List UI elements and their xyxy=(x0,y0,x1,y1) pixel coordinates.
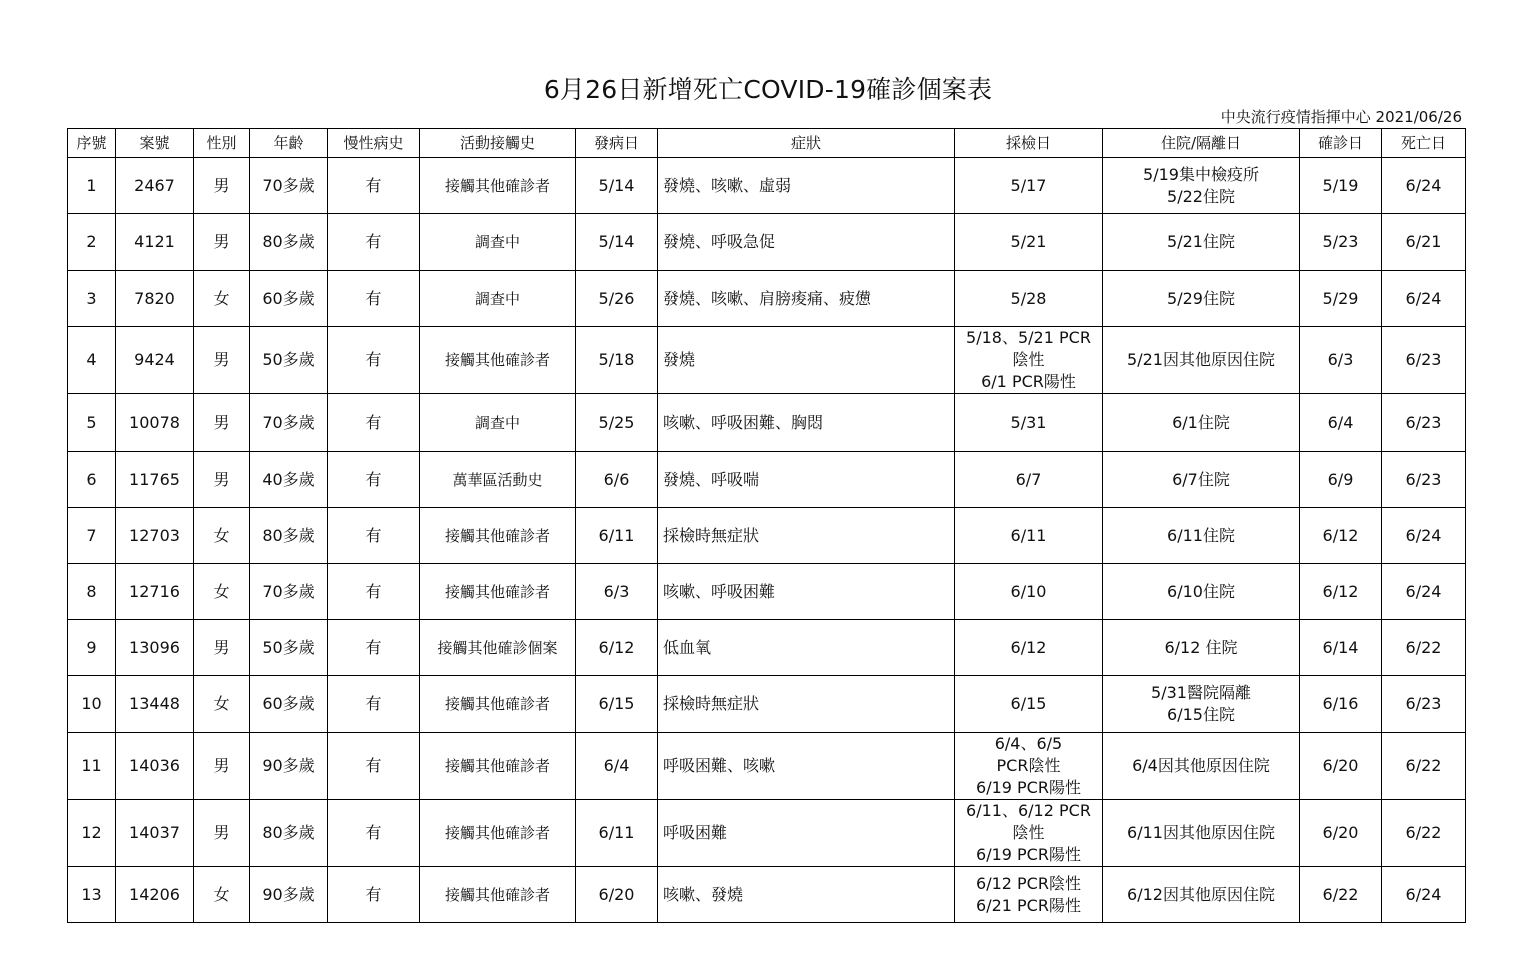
header-serial: 序號 xyxy=(68,129,116,158)
cell-contact-history: 接觸其他確診者 xyxy=(420,676,576,733)
cell-case-number: 12703 xyxy=(116,508,194,564)
cell-symptoms: 咳嗽、呼吸困難、胸悶 xyxy=(658,394,955,452)
cell-age: 60多歲 xyxy=(250,676,328,733)
cell-sample-date: 5/17 xyxy=(955,158,1103,214)
cell-case-number: 14036 xyxy=(116,733,194,800)
cell-chronic-disease: 有 xyxy=(328,214,420,271)
cell-admission-date: 6/11住院 xyxy=(1103,508,1300,564)
cell-symptoms: 發燒、呼吸喘 xyxy=(658,452,955,508)
cell-serial: 4 xyxy=(68,327,116,394)
cell-onset-date: 5/18 xyxy=(576,327,658,394)
cell-gender: 女 xyxy=(194,508,250,564)
cell-serial: 10 xyxy=(68,676,116,733)
cell-case-number: 13096 xyxy=(116,620,194,676)
cell-death-date: 6/24 xyxy=(1382,508,1466,564)
cell-confirmed-date: 6/12 xyxy=(1300,508,1382,564)
header-admission-date: 住院/隔離日 xyxy=(1103,129,1300,158)
cell-contact-history: 接觸其他確診者 xyxy=(420,867,576,923)
source-note: 中央流行疫情指揮中心 2021/06/26 xyxy=(1220,108,1462,126)
cell-age: 80多歲 xyxy=(250,508,328,564)
table-body xyxy=(68,158,1466,923)
cell-sample-date: 5/21 xyxy=(955,214,1103,271)
cell-admission-date: 6/12因其他原因住院 xyxy=(1103,867,1300,923)
cell-death-date: 6/24 xyxy=(1382,867,1466,923)
cell-symptoms: 發燒 xyxy=(658,327,955,394)
cell-contact-history: 接觸其他確診者 xyxy=(420,564,576,620)
cell-symptoms: 呼吸困難 xyxy=(658,800,955,867)
cell-onset-date: 6/6 xyxy=(576,452,658,508)
header-death-date: 死亡日 xyxy=(1382,129,1466,158)
cell-age: 50多歲 xyxy=(250,327,328,394)
header-chronic-disease: 慢性病史 xyxy=(328,129,420,158)
cell-symptoms: 咳嗽、呼吸困難 xyxy=(658,564,955,620)
cell-age: 80多歲 xyxy=(250,214,328,271)
cell-chronic-disease: 有 xyxy=(328,271,420,327)
cell-gender: 男 xyxy=(194,800,250,867)
cell-contact-history: 接觸其他確診者 xyxy=(420,327,576,394)
cell-gender: 女 xyxy=(194,271,250,327)
cell-case-number: 14037 xyxy=(116,800,194,867)
cell-sample-date: 6/12 xyxy=(955,620,1103,676)
cell-serial: 3 xyxy=(68,271,116,327)
cell-confirmed-date: 6/12 xyxy=(1300,564,1382,620)
cell-symptoms: 採檢時無症狀 xyxy=(658,508,955,564)
header-confirmed-date: 確診日 xyxy=(1300,129,1382,158)
cell-onset-date: 6/11 xyxy=(576,800,658,867)
cell-confirmed-date: 5/23 xyxy=(1300,214,1382,271)
cell-onset-date: 6/15 xyxy=(576,676,658,733)
cell-chronic-disease: 有 xyxy=(328,564,420,620)
cell-death-date: 6/23 xyxy=(1382,327,1466,394)
cell-serial: 13 xyxy=(68,867,116,923)
cell-serial: 12 xyxy=(68,800,116,867)
cell-gender: 女 xyxy=(194,564,250,620)
cell-gender: 男 xyxy=(194,620,250,676)
cell-onset-date: 6/4 xyxy=(576,733,658,800)
cell-symptoms: 呼吸困難、咳嗽 xyxy=(658,733,955,800)
cell-death-date: 6/24 xyxy=(1382,271,1466,327)
cell-confirmed-date: 6/20 xyxy=(1300,733,1382,800)
cell-serial: 9 xyxy=(68,620,116,676)
cell-admission-date: 6/11因其他原因住院 xyxy=(1103,800,1300,867)
cell-symptoms: 發燒、咳嗽、虛弱 xyxy=(658,158,955,214)
cell-symptoms: 採檢時無症狀 xyxy=(658,676,955,733)
cell-serial: 1 xyxy=(68,158,116,214)
cell-gender: 男 xyxy=(194,394,250,452)
cell-case-number: 2467 xyxy=(116,158,194,214)
cell-admission-date: 6/10住院 xyxy=(1103,564,1300,620)
cell-admission-date: 5/29住院 xyxy=(1103,271,1300,327)
cell-age: 70多歲 xyxy=(250,564,328,620)
cell-age: 70多歲 xyxy=(250,158,328,214)
cell-onset-date: 6/12 xyxy=(576,620,658,676)
cell-confirmed-date: 5/29 xyxy=(1300,271,1382,327)
cell-case-number: 10078 xyxy=(116,394,194,452)
cell-death-date: 6/24 xyxy=(1382,158,1466,214)
cell-onset-date: 6/20 xyxy=(576,867,658,923)
table-row xyxy=(68,452,1466,508)
cell-contact-history: 調查中 xyxy=(420,394,576,452)
cell-gender: 女 xyxy=(194,676,250,733)
cell-admission-date: 5/21住院 xyxy=(1103,214,1300,271)
cell-death-date: 6/23 xyxy=(1382,394,1466,452)
cell-onset-date: 5/25 xyxy=(576,394,658,452)
cell-age: 40多歲 xyxy=(250,452,328,508)
cell-age: 90多歲 xyxy=(250,867,328,923)
cell-admission-date: 6/4因其他原因住院 xyxy=(1103,733,1300,800)
cell-symptoms: 發燒、呼吸急促 xyxy=(658,214,955,271)
cell-serial: 11 xyxy=(68,733,116,800)
cell-case-number: 7820 xyxy=(116,271,194,327)
cell-sample-date: 6/12 PCR陰性 6/21 PCR陽性 xyxy=(955,867,1103,923)
cell-death-date: 6/22 xyxy=(1382,800,1466,867)
cell-confirmed-date: 6/22 xyxy=(1300,867,1382,923)
cell-age: 70多歲 xyxy=(250,394,328,452)
cell-sample-date: 6/11、6/12 PCR 陰性 6/19 PCR陽性 xyxy=(955,800,1103,867)
cell-confirmed-date: 5/19 xyxy=(1300,158,1382,214)
cell-sample-date: 6/11 xyxy=(955,508,1103,564)
cell-contact-history: 萬華區活動史 xyxy=(420,452,576,508)
cell-admission-date: 6/7住院 xyxy=(1103,452,1300,508)
cell-admission-date: 6/12 住院 xyxy=(1103,620,1300,676)
table-row xyxy=(68,867,1466,923)
cell-serial: 5 xyxy=(68,394,116,452)
cell-symptoms: 咳嗽、發燒 xyxy=(658,867,955,923)
cell-onset-date: 5/14 xyxy=(576,214,658,271)
cell-onset-date: 6/3 xyxy=(576,564,658,620)
cell-death-date: 6/23 xyxy=(1382,676,1466,733)
header-age: 年齡 xyxy=(250,129,328,158)
header-contact-history: 活動接觸史 xyxy=(420,129,576,158)
cell-onset-date: 5/14 xyxy=(576,158,658,214)
cell-confirmed-date: 6/3 xyxy=(1300,327,1382,394)
table-row xyxy=(68,394,1466,452)
cell-gender: 女 xyxy=(194,867,250,923)
cell-admission-date: 5/21因其他原因住院 xyxy=(1103,327,1300,394)
page-title: 6月26日新增死亡COVID-19確診個案表 xyxy=(543,75,993,104)
cell-contact-history: 接觸其他確診者 xyxy=(420,158,576,214)
cell-serial: 2 xyxy=(68,214,116,271)
cell-contact-history: 接觸其他確診者 xyxy=(420,508,576,564)
cell-sample-date: 5/18、5/21 PCR 陰性 6/1 PCR陽性 xyxy=(955,327,1103,394)
table-row xyxy=(68,508,1466,564)
table-row xyxy=(68,158,1466,214)
table-row xyxy=(68,733,1466,800)
cell-case-number: 14206 xyxy=(116,867,194,923)
header-case-number: 案號 xyxy=(116,129,194,158)
header-symptoms: 症狀 xyxy=(658,129,955,158)
table-row xyxy=(68,620,1466,676)
case-table xyxy=(67,128,1466,923)
cell-age: 50多歲 xyxy=(250,620,328,676)
cell-confirmed-date: 6/16 xyxy=(1300,676,1382,733)
cell-serial: 8 xyxy=(68,564,116,620)
cell-chronic-disease: 有 xyxy=(328,394,420,452)
cell-admission-date: 5/19集中檢疫所 5/22住院 xyxy=(1103,158,1300,214)
header-gender: 性別 xyxy=(194,129,250,158)
table-row xyxy=(68,800,1466,867)
cell-serial: 6 xyxy=(68,452,116,508)
cell-chronic-disease: 有 xyxy=(328,158,420,214)
cell-death-date: 6/24 xyxy=(1382,564,1466,620)
table-header-row xyxy=(68,129,1466,158)
cell-confirmed-date: 6/4 xyxy=(1300,394,1382,452)
cell-chronic-disease: 有 xyxy=(328,327,420,394)
cell-chronic-disease: 有 xyxy=(328,452,420,508)
cell-contact-history: 接觸其他確診個案 xyxy=(420,620,576,676)
cell-case-number: 9424 xyxy=(116,327,194,394)
table-row xyxy=(68,564,1466,620)
cell-gender: 男 xyxy=(194,733,250,800)
cell-age: 80多歲 xyxy=(250,800,328,867)
table-row xyxy=(68,327,1466,394)
cell-case-number: 12716 xyxy=(116,564,194,620)
cell-chronic-disease: 有 xyxy=(328,620,420,676)
cell-case-number: 4121 xyxy=(116,214,194,271)
cell-gender: 男 xyxy=(194,452,250,508)
cell-sample-date: 6/10 xyxy=(955,564,1103,620)
header-sample-date: 採檢日 xyxy=(955,129,1103,158)
cell-confirmed-date: 6/9 xyxy=(1300,452,1382,508)
cell-contact-history: 調查中 xyxy=(420,271,576,327)
cell-age: 60多歲 xyxy=(250,271,328,327)
cell-death-date: 6/22 xyxy=(1382,620,1466,676)
cell-case-number: 11765 xyxy=(116,452,194,508)
header-onset-date: 發病日 xyxy=(576,129,658,158)
cell-contact-history: 接觸其他確診者 xyxy=(420,800,576,867)
cell-confirmed-date: 6/20 xyxy=(1300,800,1382,867)
cell-onset-date: 6/11 xyxy=(576,508,658,564)
cell-sample-date: 6/15 xyxy=(955,676,1103,733)
cell-contact-history: 調查中 xyxy=(420,214,576,271)
cell-chronic-disease: 有 xyxy=(328,733,420,800)
table-row xyxy=(68,214,1466,271)
table-row xyxy=(68,676,1466,733)
cell-sample-date: 6/4、6/5 PCR陰性 6/19 PCR陽性 xyxy=(955,733,1103,800)
cell-admission-date: 5/31醫院隔離 6/15住院 xyxy=(1103,676,1300,733)
cell-sample-date: 6/7 xyxy=(955,452,1103,508)
cell-death-date: 6/23 xyxy=(1382,452,1466,508)
cell-chronic-disease: 有 xyxy=(328,676,420,733)
cell-chronic-disease: 有 xyxy=(328,508,420,564)
cell-gender: 男 xyxy=(194,158,250,214)
cell-confirmed-date: 6/14 xyxy=(1300,620,1382,676)
cell-death-date: 6/22 xyxy=(1382,733,1466,800)
cell-gender: 男 xyxy=(194,327,250,394)
cell-sample-date: 5/31 xyxy=(955,394,1103,452)
cell-onset-date: 5/26 xyxy=(576,271,658,327)
cell-sample-date: 5/28 xyxy=(955,271,1103,327)
cell-chronic-disease: 有 xyxy=(328,867,420,923)
cell-case-number: 13448 xyxy=(116,676,194,733)
table-row xyxy=(68,271,1466,327)
cell-contact-history: 接觸其他確診者 xyxy=(420,733,576,800)
cell-symptoms: 發燒、咳嗽、肩膀痠痛、疲憊 xyxy=(658,271,955,327)
cell-age: 90多歲 xyxy=(250,733,328,800)
cell-gender: 男 xyxy=(194,214,250,271)
cell-death-date: 6/21 xyxy=(1382,214,1466,271)
cell-serial: 7 xyxy=(68,508,116,564)
cell-symptoms: 低血氧 xyxy=(658,620,955,676)
cell-admission-date: 6/1住院 xyxy=(1103,394,1300,452)
cell-chronic-disease: 有 xyxy=(328,800,420,867)
